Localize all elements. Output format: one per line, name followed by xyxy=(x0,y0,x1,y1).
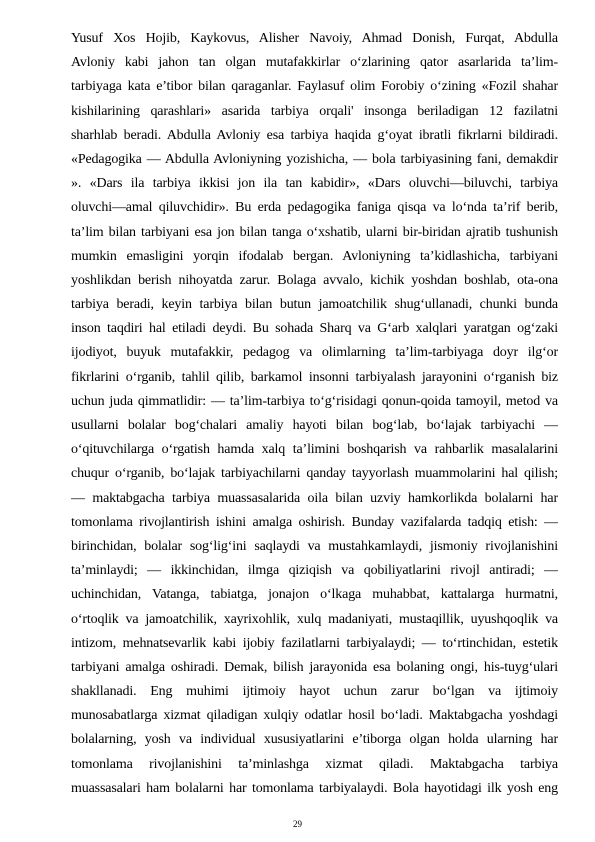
text-line: birinchidan, bolalar sog‘lig‘ini saqlaydi va mustahkamlaydi, jismoniy rivojlanishini xyxy=(71,538,558,554)
text-line: tarbiyani amalga oshiradi. Demak, bilish jarayonida esa bolaning ongi, his-tuyg‘ulari xyxy=(71,659,558,675)
text-line: bolalarning, yosh va individual xususiyatlarini e’tiborga olgan holda ularning har xyxy=(71,732,558,748)
text-line: inson taqdiri hal etiladi deydi. Bu sohada Sharq va G‘arb xalqlari yaratgan og‘zaki xyxy=(71,321,558,337)
text-line: muassasalari ham bolalarni har tomonlama tarbiyalaydi. Bola hayotidagi ilk yosh eng xyxy=(71,780,558,796)
text-line: kishilarining qarashlari» asarida tarbiya orqali' insonga beriladigan 12 fazilatni xyxy=(71,103,558,119)
body-text xyxy=(71,27,558,801)
text-line: ta’minlaydi; — ikkinchidan, ilmga qiziqish va qobiliyatlarini rivojl antiradi; — xyxy=(71,563,558,579)
text-line: «Pedagogika — Abdulla Avloniyning yozishicha, — bola tarbiyasining fani, demakdir xyxy=(71,151,558,167)
text-line: mumkin emasligini yorqin ifodalab bergan. Avloniyning ta’kidlashicha, tarbiyani xyxy=(71,248,558,264)
text-line: chuqur o‘rganib, bo‘lajak tarbiyachilarni qanday tayyorlash muammolarini hal qilish; xyxy=(71,466,558,482)
text-line: ». «Dars ila tarbiya ikkisi jon ila tan kabidir», «Dars oluvchi—biluvchi, tarbiya xyxy=(71,176,558,192)
page-number: 29 xyxy=(293,819,302,829)
text-line: munosabatlarga xizmat qiladigan xulqiy odatlar hosil bo‘ladi. Maktabgacha yoshdagi xyxy=(71,708,558,724)
text-line: — maktabgacha tarbiya muassasalarida oila bilan uzviy hamkorlikda bolalarni har xyxy=(71,490,558,506)
text-line: uchun juda qimmatlidir: — ta’lim-tarbiya to‘g‘risidagi qonun-qoida tamoyil, metod va xyxy=(71,393,558,409)
text-line: o‘qituvchilarga o‘rgatish hamda xalq ta’limini boshqarish va rahbarlik masalalarini xyxy=(71,442,558,458)
text-line: fikrlarini o‘rganib, tahlil qilib, barkamol insonni tarbiyalash jarayonini o‘rganish biz xyxy=(71,369,558,385)
text-line: tomonlama rivojlantirish ishini amalga oshirish. Bunday vazifalarda tadqiq etish: — xyxy=(71,514,558,530)
text-line: usullarni bolalar bog‘chalari amaliy hayoti bilan bog‘lab, bo‘lajak tarbiyachi — xyxy=(71,418,558,433)
text-line: tarbiyaga kata e’tibor bilan qaraganlar. Faylasuf olim Forobiy o‘zining «Fozil shahar xyxy=(71,79,558,95)
text-line: Avloniy kabi jahon tan olgan mutafakkirlar o‘zlarining qator asarlarida ta’lim- xyxy=(71,55,558,71)
text-line: tarbiya beradi, keyin tarbiya bilan butun jamoatchilik shug‘ullanadi, chunki bunda xyxy=(71,297,558,313)
text-line: Yusuf Xos Hojib, Kaykovus, Alisher Navoiy, Ahmad Donish, Furqat, Abdulla xyxy=(71,31,558,46)
text-line: yoshlikdan berish nihoyatda zarur. Bolaga avvalo, kichik yoshdan boshlab, ota-ona xyxy=(71,272,558,288)
text-line: uchinchidan, Vatanga, tabiatga, jonajon o‘lkaga muhabbat, kattalarga hurmatni, xyxy=(71,587,558,603)
text-line: tomonlama rivojlanishini ta’minlashga xizmat qiladi. Maktabgacha tarbiya xyxy=(71,756,558,772)
text-line: ijodiyot, buyuk mutafakkir, pedagog va olimlarning ta’lim-tarbiyaga doyr ilg‘or xyxy=(71,345,558,361)
text-line: oluvchi—amal qiluvchidir». Bu erda pedagogika faniga qisqa va lo‘nda ta’rif berib, xyxy=(71,200,558,216)
text-line: ta’lim bilan tarbiyani esa jon bilan tanga o‘xshatib, ularni bir-biridan ajratib tushunish xyxy=(71,224,558,240)
text-line: o‘rtoqlik va jamoatchilik, xayrixohlik, xulq madaniyati, mustaqillik, uyushqoqlik va xyxy=(71,611,558,627)
text-line: intizom, mehnatsevarlik kabi ijobiy fazilatlarni tarbiyalaydi; — to‘rtinchidan, estetik xyxy=(71,635,558,651)
text-line: shakllanadi. Eng muhimi ijtimoiy hayot uchun zarur bo‘lgan va ijtimoiy xyxy=(71,684,558,700)
text-line: sharhlab beradi. Abdulla Avloniy esa tarbiya haqida g‘oyat ibratli fikrlarni bildiradi. xyxy=(71,127,558,143)
